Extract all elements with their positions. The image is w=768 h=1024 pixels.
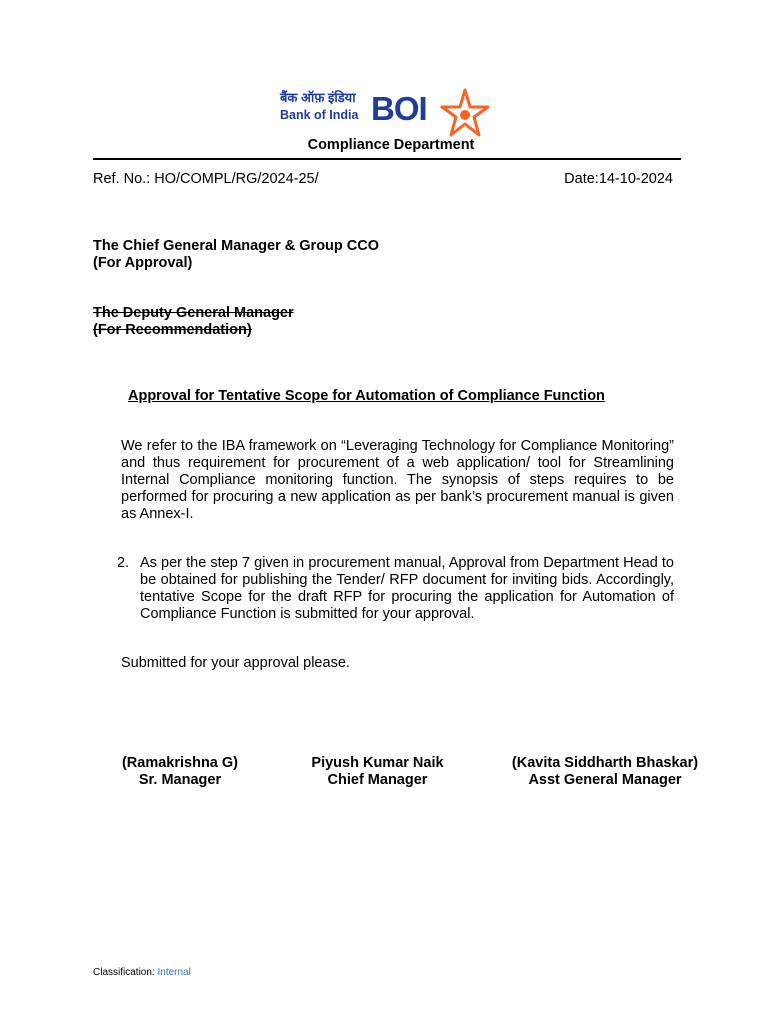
signatory-title: Chief Manager: [327, 772, 428, 788]
signatory-title: Asst General Manager: [528, 772, 682, 788]
logo-abbreviation: BOI: [371, 90, 427, 127]
subject-line: Approval for Tentative Scope for Automation of Compliance Function: [128, 388, 605, 404]
signatory-name: (Kavita Siddharth Bhaskar): [511, 755, 699, 771]
addressee-purpose: (For Recommendation): [93, 322, 252, 338]
document-date: Date:14-10-2024: [564, 171, 673, 187]
addressee-approval: [93, 238, 379, 272]
signatory-name: Piyush Kumar Naik: [311, 755, 444, 771]
reference-number: Ref. No.: HO/COMPL/RG/2024-25/: [93, 171, 319, 187]
header-divider: [93, 158, 681, 160]
classification-label: Classification:: [93, 967, 155, 978]
signatory-2: [290, 755, 465, 789]
signatory-3: [500, 755, 710, 789]
addressee-line: The Chief General Manager & Group CCO: [93, 238, 380, 254]
addressee-purpose: (For Approval): [93, 255, 193, 271]
logo-english-text: Bank of India: [280, 108, 359, 122]
body-paragraph-2: As per the step 7 given in procurement manual, Approval from Department Head to be obtained for publishing the Tender/ RFP document for inviting bids. Accordingly, tentative Scope for the draft RFP for procuring the application for Automation of Compliance Function is submitted for your approval.: [140, 555, 674, 622]
addressee-recommendation-struck: [93, 305, 294, 339]
department-title: Compliance Department: [307, 137, 475, 153]
closing-line: Submitted for your approval please.: [121, 655, 350, 671]
addressee-line: The Deputy General Manager: [93, 305, 294, 321]
signatory-1: [100, 755, 260, 789]
body-paragraph-1: We refer to the IBA framework on “Leveraging Technology for Compliance Monitoring” and thus requirement for procurement of a web application/ tool for Streamlining Internal Compliance monitoring function. The synopsis of steps requires to be performed for procuring a new application as per bank’s procurement manual is given as Annex-I.: [121, 438, 674, 522]
classification-footer: [93, 967, 191, 978]
star-icon: [440, 88, 490, 138]
paragraph-number: 2.: [117, 555, 130, 571]
signatory-name: (Ramakrishna G): [121, 755, 239, 771]
signatory-title: Sr. Manager: [138, 772, 222, 788]
bank-logo: [280, 88, 490, 138]
classification-value: Internal: [157, 967, 191, 978]
logo-hindi-text: बैंक ऑफ़ इंडिया: [280, 90, 356, 105]
